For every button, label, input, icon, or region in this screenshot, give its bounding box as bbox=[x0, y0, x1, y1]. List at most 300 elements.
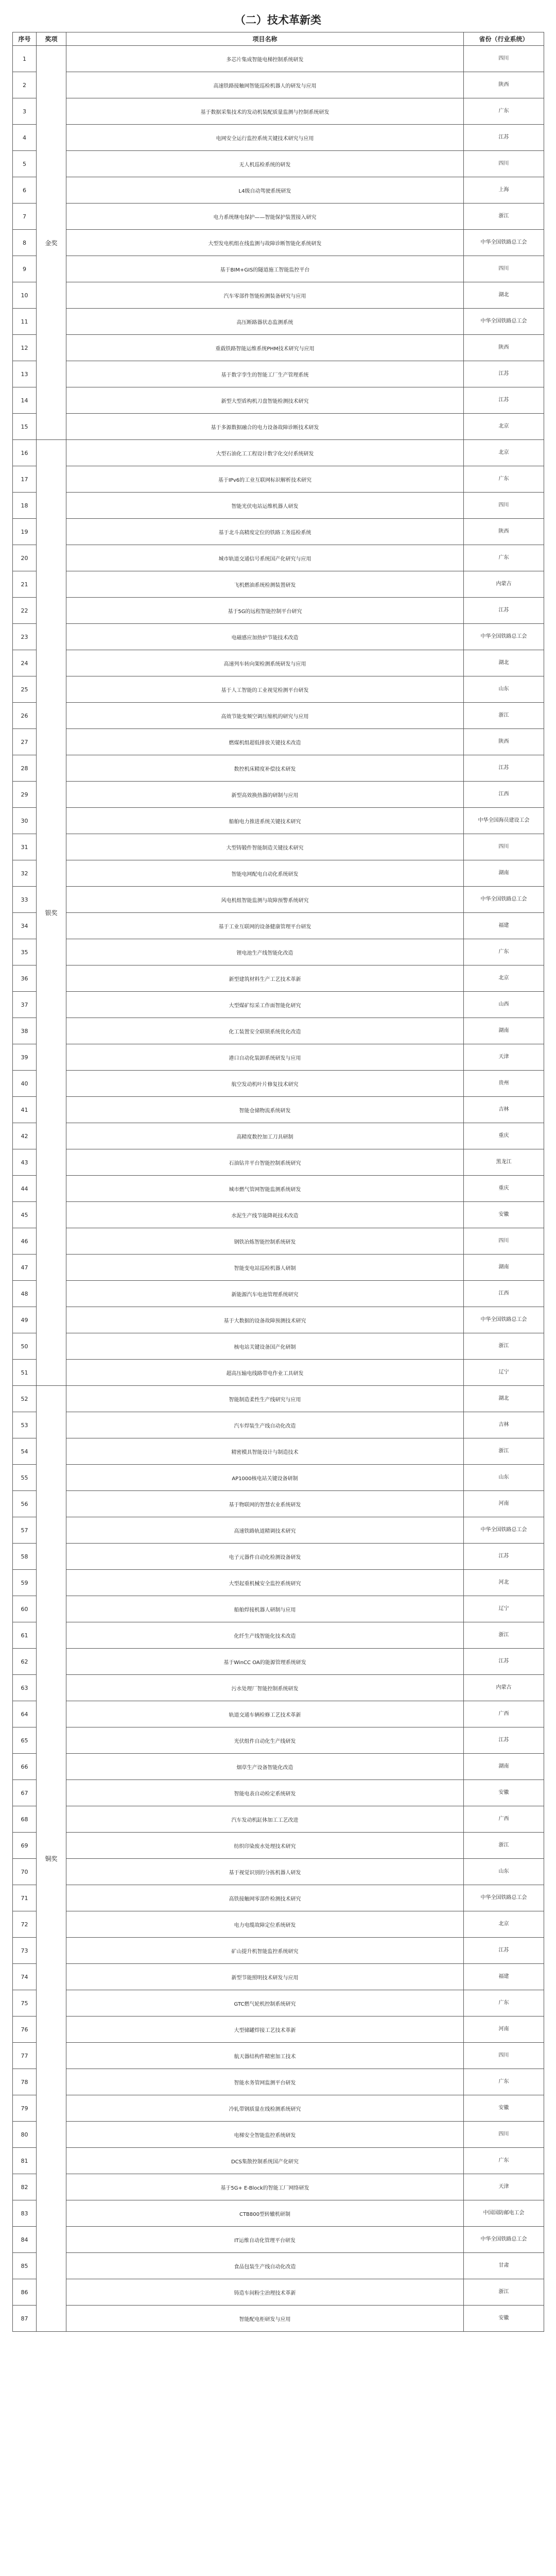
province: 安徽 bbox=[464, 1780, 544, 1806]
table-row bbox=[13, 703, 544, 729]
project-name: 新型大型盾构机刀盘智能检测技术研究 bbox=[66, 387, 464, 414]
table-row bbox=[13, 519, 544, 545]
province: 吉林 bbox=[464, 1097, 544, 1123]
row-number: 13 bbox=[13, 361, 37, 387]
table-row bbox=[13, 98, 544, 125]
table-row bbox=[13, 571, 544, 598]
row-number: 37 bbox=[13, 992, 37, 1018]
row-number: 34 bbox=[13, 913, 37, 939]
table-row bbox=[13, 387, 544, 414]
row-number: 12 bbox=[13, 335, 37, 361]
province: 浙江 bbox=[464, 1333, 544, 1360]
province: 湖南 bbox=[464, 1754, 544, 1780]
row-number: 56 bbox=[13, 1491, 37, 1517]
province: 湖南 bbox=[464, 1018, 544, 1044]
row-number: 61 bbox=[13, 1622, 37, 1649]
project-name: CTB800型转辙机研制 bbox=[66, 2200, 464, 2227]
province: 天津 bbox=[464, 2174, 544, 2200]
row-number: 81 bbox=[13, 2148, 37, 2174]
project-name: 基于视觉识别的分拣机器人研发 bbox=[66, 1859, 464, 1885]
project-name: 智能制造柔性生产线研究与应用 bbox=[66, 1386, 464, 1412]
province: 陕西 bbox=[464, 335, 544, 361]
table-row bbox=[13, 440, 544, 466]
row-number: 40 bbox=[13, 1071, 37, 1097]
row-number: 63 bbox=[13, 1675, 37, 1701]
project-name: 高铁接触网零部件检测技术研究 bbox=[66, 1885, 464, 1911]
row-number: 22 bbox=[13, 598, 37, 624]
row-number: 36 bbox=[13, 965, 37, 992]
project-name: 城市燃气管网智能监测系统研发 bbox=[66, 1176, 464, 1202]
table-row bbox=[13, 335, 544, 361]
award-level: 银奖 bbox=[37, 440, 66, 1386]
table-row bbox=[13, 1754, 544, 1780]
table-row bbox=[13, 1885, 544, 1911]
province: 上海 bbox=[464, 177, 544, 204]
table-row bbox=[13, 309, 544, 335]
row-number: 80 bbox=[13, 2122, 37, 2148]
province: 中华全国铁路总工会 bbox=[464, 309, 544, 335]
province: 天津 bbox=[464, 1044, 544, 1071]
row-number: 9 bbox=[13, 256, 37, 282]
province: 湖北 bbox=[464, 282, 544, 309]
row-number: 26 bbox=[13, 703, 37, 729]
province: 山东 bbox=[464, 1859, 544, 1885]
table-row bbox=[13, 1544, 544, 1570]
project-name: 高压断路器状态监测系统 bbox=[66, 309, 464, 335]
row-number: 53 bbox=[13, 1412, 37, 1438]
row-number: 23 bbox=[13, 624, 37, 650]
row-number: 83 bbox=[13, 2200, 37, 2227]
province: 四川 bbox=[464, 493, 544, 519]
table-row bbox=[13, 1202, 544, 1228]
row-number: 14 bbox=[13, 387, 37, 414]
project-name: 石油钻井平台智能控制系统研究 bbox=[66, 1149, 464, 1176]
province: 中国国防邮电工会 bbox=[464, 2200, 544, 2227]
table-row bbox=[13, 1333, 544, 1360]
table-row bbox=[13, 2095, 544, 2122]
province: 浙江 bbox=[464, 2279, 544, 2306]
project-name: 汽车发动机缸体加工工艺改进 bbox=[66, 1806, 464, 1833]
province: 江苏 bbox=[464, 1649, 544, 1675]
table-row bbox=[13, 834, 544, 860]
table-row bbox=[13, 1044, 544, 1071]
province: 江苏 bbox=[464, 125, 544, 151]
row-number: 65 bbox=[13, 1727, 37, 1754]
province: 四川 bbox=[464, 2043, 544, 2069]
project-name: 智能配电柜研发与应用 bbox=[66, 2306, 464, 2332]
project-name: 高速铁路轨道精调技术研究 bbox=[66, 1517, 464, 1544]
province: 山西 bbox=[464, 992, 544, 1018]
row-number: 32 bbox=[13, 860, 37, 887]
row-number: 28 bbox=[13, 755, 37, 782]
project-name: 智能电表自动检定系统研发 bbox=[66, 1780, 464, 1806]
row-number: 44 bbox=[13, 1176, 37, 1202]
table-row bbox=[13, 1307, 544, 1333]
province: 安徽 bbox=[464, 1202, 544, 1228]
project-name: 轨道交通车辆检修工艺技术革新 bbox=[66, 1701, 464, 1727]
project-name: 基于多源数据融合的电力设备故障诊断技术研发 bbox=[66, 414, 464, 440]
province: 陕西 bbox=[464, 729, 544, 755]
project-name: 飞机燃油系统检测装置研发 bbox=[66, 571, 464, 598]
table-row bbox=[13, 1412, 544, 1438]
project-name: 烟草生产设备智能化改造 bbox=[66, 1754, 464, 1780]
project-name: 化工装置安全联锁系统优化改造 bbox=[66, 1018, 464, 1044]
row-number: 57 bbox=[13, 1517, 37, 1544]
project-name: 基于数字孪生的智能工厂生产管理系统 bbox=[66, 361, 464, 387]
table-row bbox=[13, 545, 544, 571]
table-row bbox=[13, 1123, 544, 1149]
project-name: 基于人工智能的工业视觉检测平台研发 bbox=[66, 676, 464, 703]
row-number: 47 bbox=[13, 1255, 37, 1281]
table-row bbox=[13, 1228, 544, 1255]
header-award: 奖项 bbox=[37, 32, 66, 46]
table-row bbox=[13, 1649, 544, 1675]
province: 四川 bbox=[464, 256, 544, 282]
row-number: 62 bbox=[13, 1649, 37, 1675]
table-row bbox=[13, 1438, 544, 1465]
province: 江苏 bbox=[464, 387, 544, 414]
province: 浙江 bbox=[464, 1833, 544, 1859]
project-name: 大型铸锻件智能制造关键技术研究 bbox=[66, 834, 464, 860]
province: 中华全国铁路总工会 bbox=[464, 1307, 544, 1333]
project-name: 核电站关键设备国产化研制 bbox=[66, 1333, 464, 1360]
row-number: 52 bbox=[13, 1386, 37, 1412]
header-no: 序号 bbox=[13, 32, 37, 46]
row-number: 41 bbox=[13, 1097, 37, 1123]
project-name: 电力系统继电保护——智能保护装置接入研究 bbox=[66, 204, 464, 230]
row-number: 31 bbox=[13, 834, 37, 860]
project-name: 高速铁路接触网智能巡检机器人的研发与应用 bbox=[66, 72, 464, 98]
province: 中华全国铁路总工会 bbox=[464, 1517, 544, 1544]
province: 广东 bbox=[464, 2069, 544, 2095]
table-row bbox=[13, 887, 544, 913]
province: 山东 bbox=[464, 676, 544, 703]
project-name: 大型储罐焊接工艺技术革新 bbox=[66, 2016, 464, 2043]
project-name: 燃煤机组超低排放关键技术改造 bbox=[66, 729, 464, 755]
row-number: 68 bbox=[13, 1806, 37, 1833]
province: 福建 bbox=[464, 1964, 544, 1990]
province: 黑龙江 bbox=[464, 1149, 544, 1176]
project-name: L4级自动驾驶系统研发 bbox=[66, 177, 464, 204]
table-row bbox=[13, 1833, 544, 1859]
province: 安徽 bbox=[464, 2095, 544, 2122]
province: 湖南 bbox=[464, 860, 544, 887]
project-name: IT运维自动化管理平台研发 bbox=[66, 2227, 464, 2253]
province: 安徽 bbox=[464, 2306, 544, 2332]
row-number: 85 bbox=[13, 2253, 37, 2279]
province: 陕西 bbox=[464, 72, 544, 98]
row-number: 70 bbox=[13, 1859, 37, 1885]
province: 中华全国铁路总工会 bbox=[464, 887, 544, 913]
row-number: 20 bbox=[13, 545, 37, 571]
project-name: 新型建筑材料生产工艺技术革新 bbox=[66, 965, 464, 992]
row-number: 21 bbox=[13, 571, 37, 598]
table-row bbox=[13, 1149, 544, 1176]
project-name: 精密模具智能设计与制造技术 bbox=[66, 1438, 464, 1465]
province: 江西 bbox=[464, 782, 544, 808]
province: 四川 bbox=[464, 1228, 544, 1255]
province: 中华全国铁路总工会 bbox=[464, 1885, 544, 1911]
row-number: 79 bbox=[13, 2095, 37, 2122]
row-number: 4 bbox=[13, 125, 37, 151]
table-row bbox=[13, 1071, 544, 1097]
province: 中华全国铁路总工会 bbox=[464, 2227, 544, 2253]
table-row bbox=[13, 1727, 544, 1754]
project-name: 食品包装生产线自动化改造 bbox=[66, 2253, 464, 2279]
row-number: 51 bbox=[13, 1360, 37, 1386]
province: 北京 bbox=[464, 1911, 544, 1938]
row-number: 5 bbox=[13, 151, 37, 177]
province: 湖北 bbox=[464, 1386, 544, 1412]
project-name: 航空发动机叶片修复技术研究 bbox=[66, 1071, 464, 1097]
province: 甘肃 bbox=[464, 2253, 544, 2279]
table-row bbox=[13, 1097, 544, 1123]
province: 江苏 bbox=[464, 1544, 544, 1570]
project-name: 化纤生产线智能化技术改造 bbox=[66, 1622, 464, 1649]
row-number: 42 bbox=[13, 1123, 37, 1149]
province: 中华全国海员建设工会 bbox=[464, 808, 544, 834]
table-row bbox=[13, 1465, 544, 1491]
project-name: 无人机巡检系统的研发 bbox=[66, 151, 464, 177]
table-row bbox=[13, 782, 544, 808]
province: 辽宁 bbox=[464, 1596, 544, 1622]
project-name: 智能变电站巡检机器人研制 bbox=[66, 1255, 464, 1281]
province: 江西 bbox=[464, 1281, 544, 1307]
project-name: 城市轨道交通信号系统国产化研究与应用 bbox=[66, 545, 464, 571]
row-number: 66 bbox=[13, 1754, 37, 1780]
row-number: 18 bbox=[13, 493, 37, 519]
award-level: 金奖 bbox=[37, 46, 66, 440]
project-name: 航天器结构件精密加工技术 bbox=[66, 2043, 464, 2069]
project-name: 数控机床精度补偿技术研发 bbox=[66, 755, 464, 782]
project-name: 新能源汽车电池管理系统研究 bbox=[66, 1281, 464, 1307]
project-name: 电子元器件自动化检测设备研发 bbox=[66, 1544, 464, 1570]
province: 四川 bbox=[464, 46, 544, 72]
table-row bbox=[13, 361, 544, 387]
province: 北京 bbox=[464, 414, 544, 440]
province: 四川 bbox=[464, 151, 544, 177]
row-number: 30 bbox=[13, 808, 37, 834]
row-number: 17 bbox=[13, 466, 37, 493]
province: 福建 bbox=[464, 913, 544, 939]
row-number: 33 bbox=[13, 887, 37, 913]
province: 河南 bbox=[464, 1491, 544, 1517]
table-row bbox=[13, 1386, 544, 1412]
table-row bbox=[13, 1938, 544, 1964]
row-number: 11 bbox=[13, 309, 37, 335]
row-number: 43 bbox=[13, 1149, 37, 1176]
row-number: 77 bbox=[13, 2043, 37, 2069]
table-row bbox=[13, 1675, 544, 1701]
province: 中华全国铁路总工会 bbox=[464, 624, 544, 650]
table-row bbox=[13, 624, 544, 650]
project-name: 智能仓储物流系统研发 bbox=[66, 1097, 464, 1123]
project-name: 超高压输电线路带电作业工具研发 bbox=[66, 1360, 464, 1386]
table-row bbox=[13, 493, 544, 519]
row-number: 87 bbox=[13, 2306, 37, 2332]
table-row bbox=[13, 913, 544, 939]
row-number: 39 bbox=[13, 1044, 37, 1071]
table-row bbox=[13, 2069, 544, 2095]
project-name: 锂电池生产线智能化改造 bbox=[66, 939, 464, 965]
province: 广东 bbox=[464, 1990, 544, 2016]
project-name: 多芯片集成智能电梯控制系统研发 bbox=[66, 46, 464, 72]
project-name: 高速列车转向架检测系统研发与应用 bbox=[66, 650, 464, 676]
table-row bbox=[13, 729, 544, 755]
province: 北京 bbox=[464, 965, 544, 992]
province: 江苏 bbox=[464, 755, 544, 782]
table-row bbox=[13, 1570, 544, 1596]
table-row bbox=[13, 414, 544, 440]
project-name: 新型节能照明技术研发与应用 bbox=[66, 1964, 464, 1990]
project-name: 冷轧带钢质量在线检测系统研究 bbox=[66, 2095, 464, 2122]
table-row bbox=[13, 230, 544, 256]
table-row bbox=[13, 177, 544, 204]
project-name: 铸造车间粉尘治理技术革新 bbox=[66, 2279, 464, 2306]
project-name: 大型发电机组在线监测与故障诊断智能化系统研发 bbox=[66, 230, 464, 256]
project-name: 基于5G的远程智能控制平台研究 bbox=[66, 598, 464, 624]
table-row bbox=[13, 1255, 544, 1281]
province: 江苏 bbox=[464, 1727, 544, 1754]
project-name: 污水处理厂智能控制系统研发 bbox=[66, 1675, 464, 1701]
project-name: DCS集散控制系统国产化研究 bbox=[66, 2148, 464, 2174]
row-number: 60 bbox=[13, 1596, 37, 1622]
project-name: 汽车零部件智能检测装备研究与应用 bbox=[66, 282, 464, 309]
table-row bbox=[13, 1806, 544, 1833]
table-row bbox=[13, 2253, 544, 2279]
table-row bbox=[13, 1360, 544, 1386]
province: 广东 bbox=[464, 545, 544, 571]
province: 河南 bbox=[464, 2016, 544, 2043]
project-name: 船舶焊接机器人研制与应用 bbox=[66, 1596, 464, 1622]
table-row bbox=[13, 598, 544, 624]
table-row bbox=[13, 992, 544, 1018]
table-row bbox=[13, 1911, 544, 1938]
row-number: 35 bbox=[13, 939, 37, 965]
province: 浙江 bbox=[464, 1438, 544, 1465]
table-row bbox=[13, 1018, 544, 1044]
table-row bbox=[13, 282, 544, 309]
project-name: 基于BIM+GIS的隧道施工智能监控平台 bbox=[66, 256, 464, 282]
table-row bbox=[13, 1281, 544, 1307]
project-name: 基于北斗高精度定位的铁路工务巡检系统 bbox=[66, 519, 464, 545]
project-name: 矿山提升机智能监控系统研究 bbox=[66, 1938, 464, 1964]
row-number: 78 bbox=[13, 2069, 37, 2095]
project-name: 大型起重机械安全监控系统研究 bbox=[66, 1570, 464, 1596]
table-row bbox=[13, 1701, 544, 1727]
province: 辽宁 bbox=[464, 1360, 544, 1386]
row-number: 49 bbox=[13, 1307, 37, 1333]
project-name: 智能光伏电站运维机器人研发 bbox=[66, 493, 464, 519]
row-number: 16 bbox=[13, 440, 37, 466]
province: 贵州 bbox=[464, 1071, 544, 1097]
row-number: 86 bbox=[13, 2279, 37, 2306]
row-number: 64 bbox=[13, 1701, 37, 1727]
project-name: 水泥生产线节能降耗技术改造 bbox=[66, 1202, 464, 1228]
row-number: 69 bbox=[13, 1833, 37, 1859]
province: 广东 bbox=[464, 466, 544, 493]
row-number: 25 bbox=[13, 676, 37, 703]
row-number: 45 bbox=[13, 1202, 37, 1228]
table-row bbox=[13, 125, 544, 151]
row-number: 8 bbox=[13, 230, 37, 256]
row-number: 46 bbox=[13, 1228, 37, 1255]
province: 湖北 bbox=[464, 650, 544, 676]
province: 重庆 bbox=[464, 1176, 544, 1202]
row-number: 7 bbox=[13, 204, 37, 230]
table-row bbox=[13, 650, 544, 676]
technical-innovation-table bbox=[12, 32, 544, 2332]
province: 广西 bbox=[464, 1806, 544, 1833]
row-number: 24 bbox=[13, 650, 37, 676]
table-row bbox=[13, 2043, 544, 2069]
row-number: 48 bbox=[13, 1281, 37, 1307]
row-number: 54 bbox=[13, 1438, 37, 1465]
project-name: 纺织印染废水处理技术研究 bbox=[66, 1833, 464, 1859]
province: 江苏 bbox=[464, 598, 544, 624]
table-row bbox=[13, 1622, 544, 1649]
table-row bbox=[13, 1517, 544, 1544]
project-name: 大型石油化工工程设计数字化交付系统研发 bbox=[66, 440, 464, 466]
project-name: 基于5G+ E-Block的智能工厂网络研发 bbox=[66, 2174, 464, 2200]
row-number: 82 bbox=[13, 2174, 37, 2200]
project-name: 高效节能变频空调压缩机的研究与应用 bbox=[66, 703, 464, 729]
project-name: 新型高效换热器的研制与应用 bbox=[66, 782, 464, 808]
project-name: 基于数据采集技术的发动机装配质量监测与控制系统研发 bbox=[66, 98, 464, 125]
province: 吉林 bbox=[464, 1412, 544, 1438]
project-name: 电梯安全智能监控系统研发 bbox=[66, 2122, 464, 2148]
province: 内蒙古 bbox=[464, 571, 544, 598]
row-number: 3 bbox=[13, 98, 37, 125]
project-name: AP1000核电站关键设备研制 bbox=[66, 1465, 464, 1491]
table-row bbox=[13, 256, 544, 282]
row-number: 71 bbox=[13, 1885, 37, 1911]
table-row bbox=[13, 1964, 544, 1990]
technical-innovation-section bbox=[12, 8, 544, 2332]
table-row bbox=[13, 676, 544, 703]
row-number: 75 bbox=[13, 1990, 37, 2016]
project-name: 基于IPv6的工业互联网标识解析技术研究 bbox=[66, 466, 464, 493]
province: 内蒙古 bbox=[464, 1675, 544, 1701]
table-row bbox=[13, 1859, 544, 1885]
row-number: 59 bbox=[13, 1570, 37, 1596]
table-row bbox=[13, 808, 544, 834]
project-name: 风电机组智能监测与故障预警系统研究 bbox=[66, 887, 464, 913]
table-row bbox=[13, 2016, 544, 2043]
province: 河北 bbox=[464, 1570, 544, 1596]
row-number: 15 bbox=[13, 414, 37, 440]
province: 陕西 bbox=[464, 519, 544, 545]
table-row bbox=[13, 1780, 544, 1806]
row-number: 73 bbox=[13, 1938, 37, 1964]
row-number: 1 bbox=[13, 46, 37, 72]
row-number: 76 bbox=[13, 2016, 37, 2043]
row-number: 29 bbox=[13, 782, 37, 808]
province: 重庆 bbox=[464, 1123, 544, 1149]
row-number: 72 bbox=[13, 1911, 37, 1938]
table-row bbox=[13, 466, 544, 493]
row-number: 50 bbox=[13, 1333, 37, 1360]
project-name: 基于物联网的智慧农业系统研发 bbox=[66, 1491, 464, 1517]
row-number: 19 bbox=[13, 519, 37, 545]
row-number: 2 bbox=[13, 72, 37, 98]
project-name: 基于大数据的设备故障预测技术研究 bbox=[66, 1307, 464, 1333]
table-row bbox=[13, 755, 544, 782]
province: 浙江 bbox=[464, 1622, 544, 1649]
project-name: 高精度数控加工刀具研制 bbox=[66, 1123, 464, 1149]
table-row bbox=[13, 2148, 544, 2174]
table-row bbox=[13, 46, 544, 72]
